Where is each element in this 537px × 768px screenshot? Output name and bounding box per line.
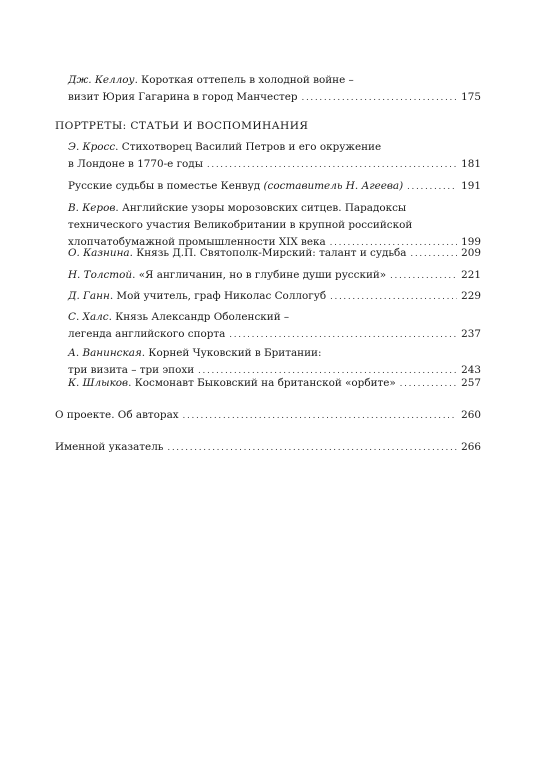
toc-title: . Князь Александр Оболенский – [108, 311, 290, 323]
toc-page-number: 229 [461, 290, 481, 302]
toc-leader [207, 156, 457, 173]
toc-title: . Короткая оттепель в холодной войне – [134, 74, 354, 86]
toc-title-cont: три визита – три эпохи [68, 364, 195, 376]
toc-page-number: 237 [461, 328, 481, 340]
toc-page-number: 243 [461, 364, 481, 376]
toc-title-cont: легенда английского спорта [68, 328, 226, 340]
toc-title: . Мой учитель, граф Николас Соллогуб [109, 290, 327, 302]
toc-author: С. Халс [68, 311, 109, 323]
toc-entry-kerov [68, 200, 481, 251]
toc-page-number: 199 [461, 236, 481, 248]
toc-leader [229, 326, 457, 343]
toc-author: Э. Кросс [68, 141, 116, 153]
toc-leader [167, 439, 457, 456]
toc-entry-about [55, 407, 481, 424]
toc-entry-cross [68, 139, 481, 173]
toc-leader [330, 288, 457, 305]
toc-leader [390, 267, 457, 284]
toc-page-number: 175 [461, 91, 481, 103]
toc-entry-kenwood [68, 178, 481, 195]
toc-entry-kellow [68, 72, 481, 106]
toc-title: Именной указатель [55, 441, 164, 453]
toc-title: . Космонавт Быковский на британской «орбите» [128, 377, 396, 389]
toc-title: . Князь Д.П. Святополк-Мирский: талант и судьба [129, 247, 407, 259]
toc-page-number: 266 [461, 441, 481, 453]
toc-author: В. Керов [68, 202, 116, 214]
toc-entry-kaznina [68, 245, 481, 262]
toc-title: О проекте. Об авторах [55, 409, 179, 421]
toc-leader [400, 375, 457, 392]
toc-author: А. Ванинская [68, 347, 142, 359]
toc-title: . Английские узоры морозовских ситцев. Парадоксы [115, 202, 407, 214]
toc-title-cont: визит Юрия Гагарина в город Манчестер [68, 91, 298, 103]
toc-page-number: 209 [461, 247, 481, 259]
toc-title: . «Я англичанин, но в глубине души русский» [132, 269, 387, 281]
toc-title: . Стихотворец Василий Петров и его окружение [115, 141, 382, 153]
toc-leader [411, 245, 458, 262]
toc-author: Н. Толстой [68, 269, 133, 281]
toc-page-number: 260 [461, 409, 481, 421]
toc-title-cont: в Лондоне в 1770-е годы [68, 158, 203, 170]
toc-entry-tolstoy [68, 267, 481, 284]
toc-page-number: 191 [461, 180, 481, 192]
toc-leader [407, 178, 457, 195]
toc-page-number: 257 [461, 377, 481, 389]
toc-entry-index [55, 439, 481, 456]
toc-author: Дж. Келлоу [68, 74, 135, 86]
toc-title: . Корней Чуковский в Британии: [141, 347, 322, 359]
toc-title-cont: технического участия Великобритании в крупной российской [68, 219, 413, 231]
toc-entry-gunn [68, 288, 481, 305]
toc-page-number: 221 [461, 269, 481, 281]
toc-entry-hals [68, 309, 481, 343]
toc-title: Русские судьбы в поместье Кенвуд [68, 180, 264, 192]
toc-author: О. Казнина [68, 247, 130, 259]
toc-author: Д. Ганн [68, 290, 110, 302]
toc-leader [183, 407, 458, 424]
toc-compiler: (составитель Н. Агеева) [263, 180, 404, 192]
toc-entry-vaninskaya [68, 345, 481, 379]
toc-page-number: 181 [461, 158, 481, 170]
toc-title-cont: хлопчатобумажной промышленности XIX века [68, 236, 326, 248]
toc-leader [302, 89, 458, 106]
toc-entry-shlykov [68, 375, 481, 392]
section-heading: ПОРТРЕТЫ: СТАТЬИ И ВОСПОМИНАНИЯ [55, 120, 309, 132]
toc-author: К. Шлыков [68, 377, 129, 389]
